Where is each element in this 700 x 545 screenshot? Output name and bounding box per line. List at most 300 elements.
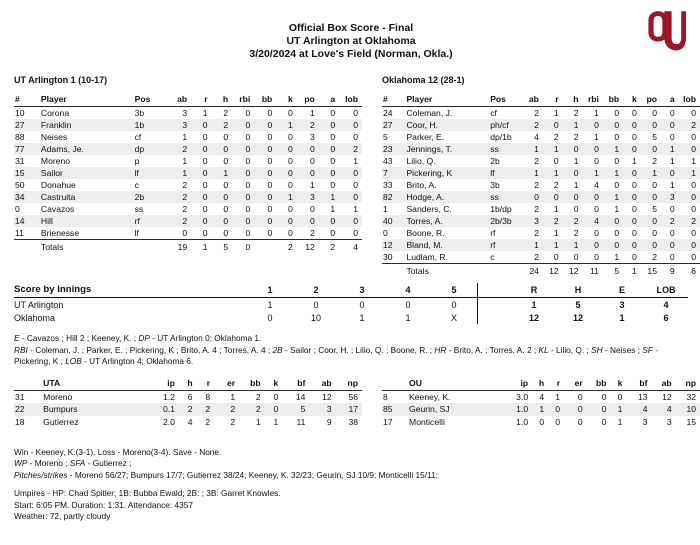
stat-ab: 0 — [182, 228, 188, 238]
col-header-lob: lob — [339, 93, 362, 107]
stat-ab: 2 — [534, 204, 539, 214]
stat-k: 1 — [276, 191, 296, 203]
stat-h: 0 — [563, 191, 583, 203]
stat-bb: 0 — [267, 228, 273, 238]
stat-h: 0 — [223, 132, 229, 142]
pitcher-number: 22 — [14, 403, 37, 416]
title-line-3: 3/20/2024 at Love's Field (Norman, Okla.) — [249, 48, 453, 60]
player-name: Franklin — [35, 119, 131, 131]
away-team-caption: UT Arlington 1 (10-17) — [14, 75, 108, 85]
stat-rbi: 0 — [232, 143, 254, 155]
total-lob: 6 — [663, 312, 669, 323]
col-header-number — [382, 377, 403, 391]
table-row — [382, 390, 700, 403]
stat-bb: 1 — [603, 143, 623, 155]
stat-k: 0 — [623, 119, 641, 131]
stat-a: 1 — [661, 143, 679, 155]
col-header-rbi: rbi — [582, 93, 602, 107]
stat-bb: 0 — [254, 119, 276, 131]
score-by-innings-label: Score by Innings — [14, 283, 213, 298]
col-header-ab: ab — [169, 93, 191, 107]
stat-r: 0 — [555, 416, 561, 427]
stat-rbi: 4 — [582, 215, 602, 227]
stat-ab: 1 — [523, 167, 543, 179]
player-name: Torres, A. — [400, 215, 486, 227]
player-name: Coleman, J. — [406, 108, 453, 118]
stat-rbi: 0 — [594, 204, 599, 214]
player-number: 27 — [382, 119, 400, 131]
away-pitching-table — [14, 377, 362, 429]
col-divider — [478, 298, 513, 312]
player-number: 1 — [383, 204, 388, 214]
stat-rbi: 0 — [594, 156, 599, 166]
table-row — [382, 167, 700, 179]
totals-po: 15 — [641, 264, 661, 278]
table-row — [14, 390, 362, 403]
stat-h: 0 — [212, 215, 233, 227]
away-batting-table-wrap — [14, 93, 362, 253]
col-header-ab: ab — [651, 377, 675, 391]
stat-h: 2 — [573, 228, 579, 238]
table-header-row — [14, 377, 362, 391]
team-name: UT Arlington — [14, 299, 64, 310]
totals-r: 1 — [191, 240, 211, 254]
stat-po: 1 — [309, 108, 315, 118]
stat-bb: 0 — [267, 180, 273, 190]
stat-a: 0 — [330, 132, 336, 142]
stat-a: 1 — [669, 156, 675, 166]
totals-rbi: 0 — [232, 240, 254, 254]
table-row — [382, 143, 700, 155]
player-name: Adams, Je. — [35, 143, 131, 155]
player-number: 15 — [14, 167, 35, 179]
page-title — [14, 8, 688, 61]
stat-k: 0 — [623, 239, 641, 251]
stat-ip: 3.0 — [516, 391, 529, 402]
wp-line: WP - Moreno ; SFA - Gutierrez ; — [14, 458, 132, 468]
stat-r: 1 — [543, 167, 563, 179]
stat-lob: 0 — [679, 143, 700, 155]
stat-k: 1 — [273, 416, 279, 427]
stat-ab: 12 — [662, 391, 672, 402]
stat-rbi: 0 — [245, 132, 251, 142]
col-header-er: er — [213, 377, 240, 391]
stat-lob: 0 — [691, 228, 696, 238]
stat-ab: 2 — [534, 252, 539, 262]
stat-k: 0 — [287, 132, 293, 142]
player-number: 31 — [15, 156, 25, 166]
stat-h: 1 — [531, 403, 547, 416]
stat-bb: 0 — [267, 156, 273, 166]
col-header-number — [14, 377, 37, 391]
pitcher-number: 18 — [15, 416, 25, 427]
stat-ab: 1 — [523, 239, 543, 251]
player-position: ss — [486, 191, 523, 203]
player-position: ph/cf — [486, 119, 523, 131]
player-number: 33 — [383, 180, 393, 190]
stat-rbi: 0 — [594, 228, 599, 238]
table-row — [382, 131, 700, 143]
stat-r: 1 — [202, 108, 208, 118]
stat-h: 2 — [563, 215, 583, 227]
stat-ab: 3 — [309, 403, 335, 416]
total-r: 1 — [531, 299, 537, 310]
stat-h: 2 — [223, 108, 229, 118]
stat-lob: 0 — [353, 228, 358, 238]
table-row — [382, 155, 700, 167]
stat-po: 5 — [652, 204, 657, 214]
stat-r: 0 — [202, 228, 208, 238]
totals-bb — [254, 240, 276, 254]
col-header-number: # — [382, 93, 400, 107]
stat-a: 0 — [661, 167, 679, 179]
player-name: Cavazos — [40, 204, 75, 214]
stat-lob: 0 — [339, 119, 362, 131]
stat-k: 1 — [617, 416, 623, 427]
col-header-r: r — [547, 377, 563, 391]
stat-k: 0 — [623, 143, 641, 155]
col-header-ip: ip — [506, 377, 531, 391]
stat-po: 2 — [309, 228, 315, 238]
player-position: 1b/dp — [490, 204, 512, 214]
note-abbr: LOB — [65, 356, 82, 366]
stat-po: 0 — [641, 191, 661, 203]
stat-lob: 0 — [679, 239, 700, 251]
stat-ab: 2 — [534, 156, 539, 166]
stat-rbi: 4 — [594, 180, 599, 190]
stat-np: 17 — [336, 403, 362, 416]
stat-bb: 0 — [614, 180, 620, 190]
player-position: ss — [486, 143, 523, 155]
stat-rbi: 0 — [245, 180, 251, 190]
player-number: 27 — [14, 119, 35, 131]
stat-a: 1 — [330, 204, 336, 214]
col-header-bb: bb — [254, 93, 276, 107]
stat-rbi: 0 — [245, 228, 251, 238]
stat-ab: 3 — [523, 215, 543, 227]
stat-bb: 0 — [254, 191, 276, 203]
stat-h: 4 — [187, 416, 193, 427]
spacer — [213, 298, 247, 312]
pitcher-number: 31 — [15, 391, 25, 402]
stat-h: 0 — [212, 191, 233, 203]
player-name: Bland, M. — [400, 239, 486, 251]
player-position: lf — [134, 228, 139, 238]
player-position: lf — [486, 167, 523, 179]
stat-rbi: 1 — [594, 132, 599, 142]
stat-h: 0 — [563, 167, 583, 179]
totals-po: 12 — [297, 240, 319, 254]
stat-lob: 0 — [339, 191, 362, 203]
stat-bf: 3 — [642, 416, 648, 427]
stat-bb: 0 — [614, 228, 620, 238]
stat-ip: 1.0 — [506, 403, 531, 416]
col-header-pos: Pos — [131, 93, 170, 107]
stat-er: 0 — [577, 391, 583, 402]
note-abbr: SFA — [69, 458, 86, 468]
stat-bb: 1 — [603, 191, 623, 203]
stat-lob: 1 — [353, 204, 358, 214]
stat-lob: 0 — [691, 204, 696, 214]
stat-po: 1 — [309, 180, 315, 190]
stat-lob: 0 — [679, 191, 700, 203]
stat-lob: 0 — [691, 252, 696, 262]
totals-ab: 19 — [169, 240, 191, 254]
inning-1-runs: 0 — [267, 312, 273, 323]
stat-h: 4 — [539, 391, 545, 402]
table-header-row — [14, 93, 362, 107]
stat-ab: 2 — [182, 204, 188, 214]
stat-rbi: 0 — [232, 191, 254, 203]
stat-r: 1 — [553, 108, 559, 118]
table-row — [382, 119, 700, 131]
pitcher-number: 8 — [383, 391, 388, 402]
player-name: Moreno — [40, 156, 71, 166]
decision-line: Win - Keeney, K.(3-1). Loss - Moreno(3-4). Save - None. — [14, 446, 222, 457]
stat-ab: 4 — [651, 403, 675, 416]
inning-5-runs: 0 — [451, 299, 457, 310]
stat-po: 0 — [652, 180, 657, 190]
stat-k: 0 — [623, 215, 641, 227]
stat-r: 2 — [205, 416, 211, 427]
stat-r: 0 — [202, 156, 208, 166]
stat-ip: 0.1 — [151, 403, 178, 416]
pitching-section — [14, 377, 696, 439]
totals-h: 12 — [563, 264, 583, 278]
player-name: Lilio, Q. — [406, 156, 436, 166]
stat-bb: 2 — [255, 391, 261, 402]
table-row — [14, 167, 362, 179]
stat-rbi: 0 — [582, 191, 602, 203]
stat-np: 38 — [348, 416, 358, 427]
player-number: 14 — [14, 215, 35, 227]
stat-rbi: 0 — [232, 167, 254, 179]
stat-np: 10 — [676, 403, 700, 416]
away-batting-table — [14, 93, 362, 253]
stat-r: 0 — [191, 143, 211, 155]
stat-ab: 2 — [534, 108, 539, 118]
stat-bb: 2 — [240, 403, 264, 416]
col-header-inning-4: 4 — [385, 283, 431, 298]
col-header-lob: LOB — [644, 283, 688, 298]
table-header-row — [382, 377, 700, 391]
stat-k: 0 — [623, 167, 641, 179]
stat-h: 1 — [212, 167, 233, 179]
stat-r: 0 — [191, 119, 211, 131]
stat-rbi: 1 — [582, 167, 602, 179]
player-name: Ludlam, R. — [406, 252, 448, 262]
stat-lob: 1 — [353, 156, 358, 166]
col-header-np: np — [676, 377, 700, 391]
totals-h: 5 — [212, 240, 233, 254]
batting-section — [14, 93, 696, 276]
col-header-team: UTA — [37, 377, 151, 391]
player-number: 11 — [15, 228, 24, 238]
pitches-strikes-line: Pitches/strikes - Moreno 56/27; Bumpurs 17/7; Gutierrez 38/24; Keeney, K. 32/23; Geurin, SJ 10/9; Monticelli 15/11; — [14, 469, 438, 480]
total-h: 5 — [575, 299, 581, 310]
player-position: 3b — [490, 180, 500, 190]
stat-a: 0 — [319, 167, 339, 179]
totals-lob: 6 — [679, 264, 700, 278]
col-header-a: a — [661, 93, 679, 107]
stat-bb: 0 — [254, 143, 276, 155]
stat-po: 0 — [652, 228, 657, 238]
stat-bb: 0 — [614, 156, 620, 166]
stat-r: 0 — [553, 156, 559, 166]
col-header-number: # — [14, 93, 35, 107]
stat-a: 0 — [669, 228, 675, 238]
col-header-h: h — [531, 377, 547, 391]
player-number: 82 — [382, 191, 400, 203]
stat-lob: 1 — [691, 156, 696, 166]
stat-ab: 2 — [169, 143, 191, 155]
stat-po: 0 — [297, 143, 319, 155]
player-position: 2b/3b — [486, 215, 523, 227]
stat-h: 1 — [563, 239, 583, 251]
col-header-h: h — [212, 93, 233, 107]
pitcher-name: Geurin, SJ — [403, 403, 506, 416]
stat-bb: 0 — [601, 416, 607, 427]
stat-po: 5 — [652, 132, 657, 142]
stat-k: 0 — [631, 108, 637, 118]
col-header-player: Player — [400, 93, 486, 107]
player-name: Boone, R. — [406, 228, 445, 238]
stat-rbi: 0 — [582, 239, 602, 251]
totals-ab: 24 — [523, 264, 543, 278]
col-header-bf: bf — [283, 377, 309, 391]
stat-er: 2 — [213, 403, 240, 416]
stat-k: 0 — [287, 108, 293, 118]
home-pitching-table — [382, 377, 700, 429]
stat-lob: 0 — [339, 167, 362, 179]
stat-po: 0 — [641, 215, 661, 227]
player-position: dp — [131, 143, 170, 155]
player-number: 12 — [382, 239, 400, 251]
stat-bb: 0 — [614, 108, 620, 118]
col-header-h: H — [556, 283, 600, 298]
table-row — [382, 191, 700, 203]
table-row — [14, 143, 362, 155]
player-name: Hodge, A. — [400, 191, 486, 203]
stat-h: 1 — [573, 156, 579, 166]
stat-ab: 3 — [169, 119, 191, 131]
stat-lob: 2 — [679, 119, 700, 131]
stat-po: 3 — [309, 132, 315, 142]
stat-a: 0 — [330, 108, 336, 118]
col-header-inning-2: 2 — [293, 283, 339, 298]
player-name: Castruita — [35, 191, 131, 203]
stat-h: 0 — [539, 416, 545, 427]
stat-rbi: 0 — [232, 119, 254, 131]
col-header-lob: lob — [679, 93, 700, 107]
col-header-bf: bf — [627, 377, 651, 391]
stat-h: 2 — [573, 132, 579, 142]
stat-r: 0 — [547, 403, 563, 416]
totals-position — [131, 240, 170, 254]
stat-ab: 2 — [534, 180, 539, 190]
table-row-totals — [14, 240, 362, 254]
stat-np: 32 — [686, 391, 696, 402]
stat-ab: 12 — [322, 391, 332, 402]
stat-r: 2 — [553, 132, 559, 142]
stat-po: 1 — [641, 167, 661, 179]
totals-k: 1 — [623, 264, 641, 278]
note-abbr: DP — [138, 333, 150, 343]
col-header-bb: bb — [240, 377, 264, 391]
stat-ab: 2 — [182, 180, 188, 190]
home-batting-table — [382, 93, 700, 277]
stat-np: 15 — [686, 416, 696, 427]
stat-r: 0 — [202, 180, 208, 190]
weather-line: Weather: 72, partly cloudy — [14, 511, 111, 521]
home-pitching-table-wrap — [382, 377, 700, 429]
stat-ab: 2 — [169, 191, 191, 203]
stat-h: 0 — [223, 204, 229, 214]
col-header-ab: ab — [309, 377, 335, 391]
team-captions — [14, 75, 688, 89]
player-name: Brienesse — [40, 228, 80, 238]
stat-bb: 1 — [255, 416, 261, 427]
col-header-inning-3: 3 — [339, 283, 385, 298]
stat-po: 2 — [297, 119, 319, 131]
player-number: 5 — [383, 132, 388, 142]
col-header-er: er — [563, 377, 588, 391]
stat-k: 1 — [276, 119, 296, 131]
stat-lob: 0 — [691, 180, 696, 190]
totals-r: 12 — [543, 264, 563, 278]
totals-bb: 5 — [603, 264, 623, 278]
stat-k: 0 — [264, 403, 284, 416]
col-header-k: k — [264, 377, 284, 391]
stat-bb: 0 — [254, 215, 276, 227]
game-notes — [14, 333, 688, 368]
stat-k: 0 — [631, 180, 637, 190]
col-header-h: h — [178, 377, 196, 391]
stat-bf: 11 — [296, 416, 306, 427]
game-footer — [14, 447, 688, 523]
stat-r: 0 — [543, 191, 563, 203]
pitcher-name: Moreno — [43, 391, 73, 402]
stat-r: 0 — [543, 119, 563, 131]
inning-2-runs: 10 — [310, 312, 321, 323]
stat-a: 0 — [661, 119, 679, 131]
stat-bf: 4 — [627, 403, 651, 416]
stat-k: 0 — [276, 215, 296, 227]
stat-ab: 3 — [666, 416, 672, 427]
stat-po: 2 — [652, 252, 657, 262]
stat-h: 1 — [573, 180, 579, 190]
stat-rbi: 0 — [245, 204, 251, 214]
stat-ab: 1 — [169, 167, 191, 179]
inning-1-runs: 1 — [267, 299, 273, 310]
table-row — [14, 179, 362, 191]
stat-po: 0 — [641, 119, 661, 131]
notes-line-errors: E - Cavazos ; Hill 2 ; Keeney, K. ; DP - UT Arlington 0; Oklahoma 1. — [14, 333, 262, 343]
col-header-e: E — [600, 283, 644, 298]
stat-k: 1 — [610, 403, 628, 416]
stat-ip: 2.0 — [162, 416, 175, 427]
stat-a: 0 — [669, 132, 675, 142]
pitcher-name: Monticelli — [409, 416, 445, 427]
col-header-ip: ip — [151, 377, 178, 391]
table-row — [382, 215, 700, 227]
stat-bf: 14 — [295, 391, 306, 402]
player-name: Corona — [40, 108, 70, 118]
stat-ab: 1 — [182, 132, 188, 142]
stat-rbi: 0 — [594, 252, 599, 262]
total-e: 3 — [619, 299, 625, 310]
stat-k: 0 — [631, 132, 637, 142]
